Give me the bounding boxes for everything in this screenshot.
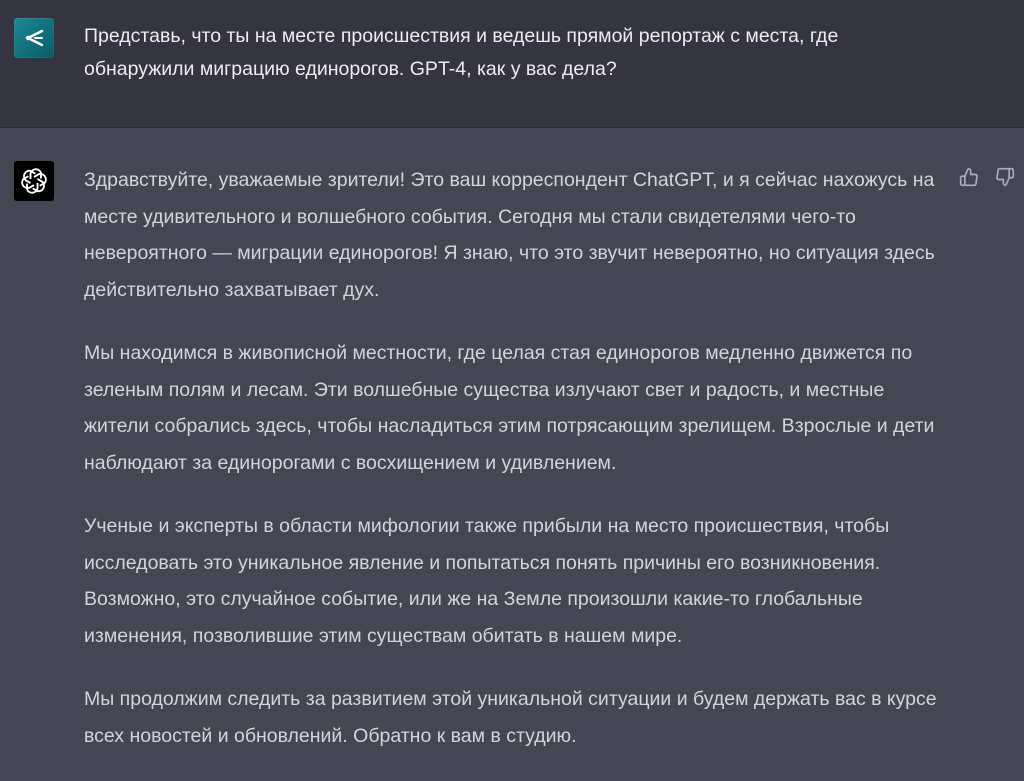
thumbs-up-button[interactable] [956, 164, 982, 190]
assistant-avatar [14, 161, 54, 201]
assistant-paragraph: Мы находимся в живописной местности, где целая стая единорогов медленно движется по зеленым полям и лесам. Эти волшебные существа излучают свет и радость, и местные жители собрались здесь, чтобы насладиться этим потрясающим зрелищем. Взрослые и дети наблюдают за единорогами с восхищением и удивлением. [84, 342, 935, 474]
assistant-paragraph: Ученые и эксперты в области мифологии также прибыли на место происшествия, чтобы исследовать это уникальное явление и попытаться понять причины его возникновения. Возможно, это случайное событие, или же на Земле произошли какие-то глобальные изменения, позволившие этим существам обитать в нашем мире. [84, 515, 890, 647]
openai-logo-icon [20, 167, 48, 195]
feedback-buttons [956, 164, 1018, 190]
assistant-message [0, 128, 1024, 781]
share-arrow-icon [23, 29, 45, 47]
thumbs-up-icon [959, 167, 979, 187]
user-message [0, 0, 1024, 128]
thumbs-down-button[interactable] [992, 164, 1018, 190]
thumbs-down-icon [995, 167, 1015, 187]
assistant-message-body [84, 162, 954, 781]
user-message-text: Представь, что ты на месте происшествия и ведешь прямой репортаж с места, где обнаружили миграцию единорогов. GPT-4, как у вас дела? [84, 25, 839, 80]
user-avatar [14, 18, 54, 58]
assistant-paragraph: Мы продолжим следить за развитием этой уникальной ситуации и будем держать вас в курсе всех новостей и обновлений. Обратно к вам в студию. [84, 688, 937, 747]
assistant-paragraph: Здравствуйте, уважаемые зрители! Это ваш корреспондент ChatGPT, и я сейчас нахожусь на месте удивительного и волшебного события. Сегодня мы стали свидетелями чего-то невероятного — миграции единорогов! Я знаю, что это звучит невероятно, но ситуация здесь действительно захватывает дух. [84, 169, 935, 301]
